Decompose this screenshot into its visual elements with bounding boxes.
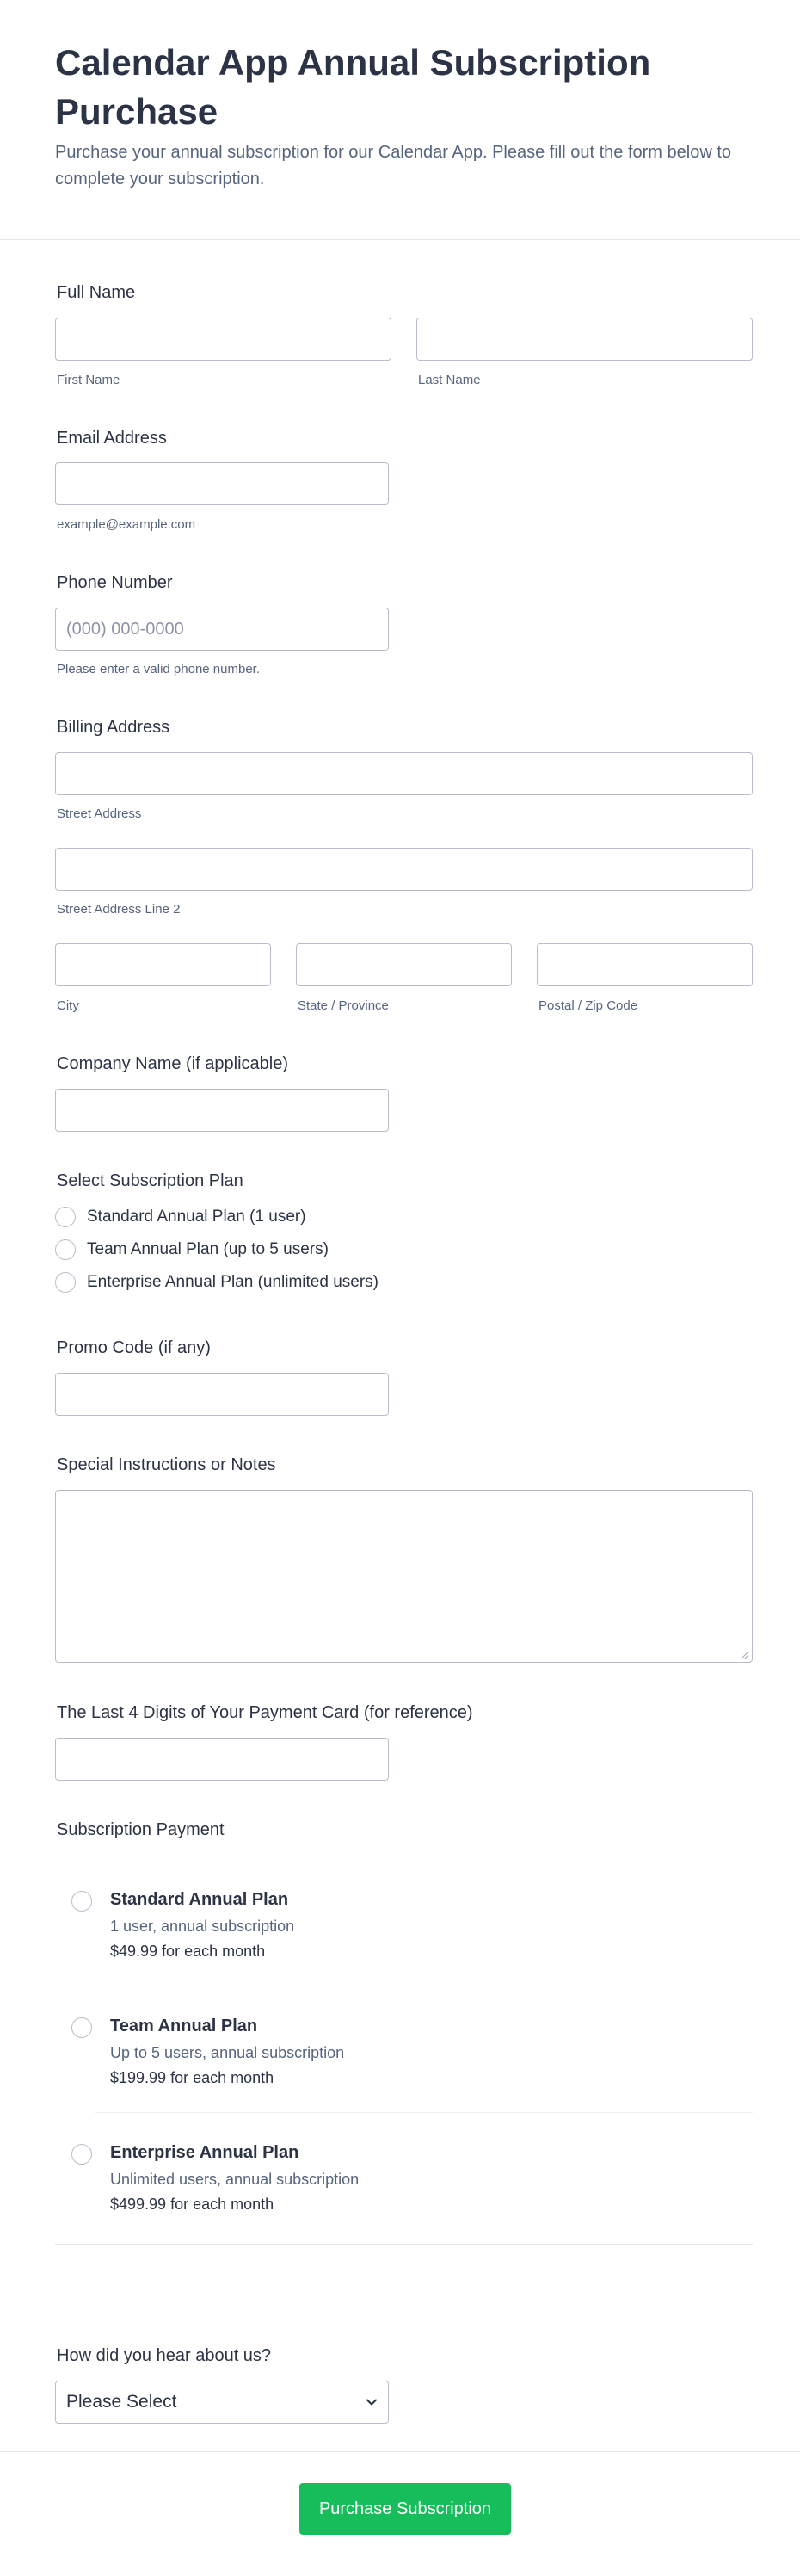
product-price-team: $199.99 for each month xyxy=(110,2069,274,2086)
product-price-standard: $49.99 for each month xyxy=(110,1943,266,1960)
product-desc-standard: 1 user, annual subscription xyxy=(110,1918,295,1935)
plan-radio-standard[interactable] xyxy=(55,1207,76,1227)
promo-input[interactable] xyxy=(55,1373,389,1416)
form-header xyxy=(0,0,800,240)
street-address-input[interactable] xyxy=(55,752,753,795)
street-address-sublabel: Street Address xyxy=(57,806,142,821)
street-address-line2-input[interactable] xyxy=(55,848,753,891)
plan-option-team: Team Annual Plan (up to 5 users) xyxy=(87,1240,329,1258)
promo-label: Promo Code (if any) xyxy=(57,1338,211,1357)
page-title: Calendar App Annual Subscription Purchase xyxy=(55,42,651,132)
last-name-input[interactable] xyxy=(416,318,753,361)
city-sublabel: City xyxy=(57,998,79,1013)
company-input[interactable] xyxy=(55,1089,389,1132)
form-footer xyxy=(0,2451,800,2576)
plan-option-standard: Standard Annual Plan (1 user) xyxy=(87,1208,306,1226)
product-radio-standard[interactable] xyxy=(71,1891,92,1912)
referral-select[interactable] xyxy=(55,2381,389,2424)
zip-input[interactable] xyxy=(537,943,753,986)
resize-handle-icon[interactable] xyxy=(741,1651,749,1659)
product-price-enterprise: $499.99 for each month xyxy=(110,2196,274,2213)
card-digits-label: The Last 4 Digits of Your Payment Card (for reference) xyxy=(57,1703,473,1722)
state-sublabel: State / Province xyxy=(298,998,389,1013)
plan-radio-team[interactable] xyxy=(55,1239,76,1260)
phone-sublabel: Please enter a valid phone number. xyxy=(57,662,260,676)
phone-label: Phone Number xyxy=(57,573,173,592)
product-name-team: Team Annual Plan xyxy=(110,2017,258,2035)
product-desc-enterprise: Unlimited users, annual subscription xyxy=(110,2171,360,2188)
last-name-sublabel: Last Name xyxy=(418,373,481,387)
referral-label: How did you hear about us? xyxy=(57,2346,272,2365)
payment-bottom-divider xyxy=(55,2244,753,2245)
notes-label: Special Instructions or Notes xyxy=(57,1455,276,1474)
street-address-line2-sublabel: Street Address Line 2 xyxy=(57,902,181,917)
phone-input[interactable]: (000) 000-0000 xyxy=(55,608,389,651)
chevron-down-icon xyxy=(366,2396,378,2408)
zip-sublabel: Postal / Zip Code xyxy=(538,998,638,1013)
plan-radio-enterprise[interactable] xyxy=(55,1272,76,1293)
purchase-subscription-button[interactable]: Purchase Subscription xyxy=(299,2483,511,2535)
plan-option-enterprise: Enterprise Annual Plan (unlimited users) xyxy=(87,1273,379,1291)
page-subtitle: Purchase your annual subscription for our Calendar App. Please fill out the form below to complete your subscription. xyxy=(55,143,731,188)
referral-select-value: Please Select xyxy=(66,2392,177,2412)
product-name-standard: Standard Annual Plan xyxy=(110,1890,289,1909)
full-name-label: Full Name xyxy=(57,283,136,302)
billing-address-label: Billing Address xyxy=(57,718,170,737)
first-name-input[interactable] xyxy=(55,318,391,361)
notes-textarea[interactable] xyxy=(55,1490,753,1663)
company-label: Company Name (if applicable) xyxy=(57,1054,289,1073)
product-radio-team[interactable] xyxy=(71,2017,92,2038)
state-input[interactable] xyxy=(296,943,512,986)
product-desc-team: Up to 5 users, annual subscription xyxy=(110,2044,345,2061)
product-divider xyxy=(95,2112,753,2113)
email-input[interactable] xyxy=(55,462,389,505)
email-label: Email Address xyxy=(57,429,167,448)
product-radio-enterprise[interactable] xyxy=(71,2144,92,2165)
card-digits-input[interactable] xyxy=(55,1738,389,1781)
first-name-sublabel: First Name xyxy=(57,373,120,387)
product-name-enterprise: Enterprise Annual Plan xyxy=(110,2143,299,2162)
plan-label: Select Subscription Plan xyxy=(57,1171,243,1190)
email-sublabel: example@example.com xyxy=(57,517,196,532)
city-input[interactable] xyxy=(55,943,271,986)
payment-label: Subscription Payment xyxy=(57,1820,225,1839)
